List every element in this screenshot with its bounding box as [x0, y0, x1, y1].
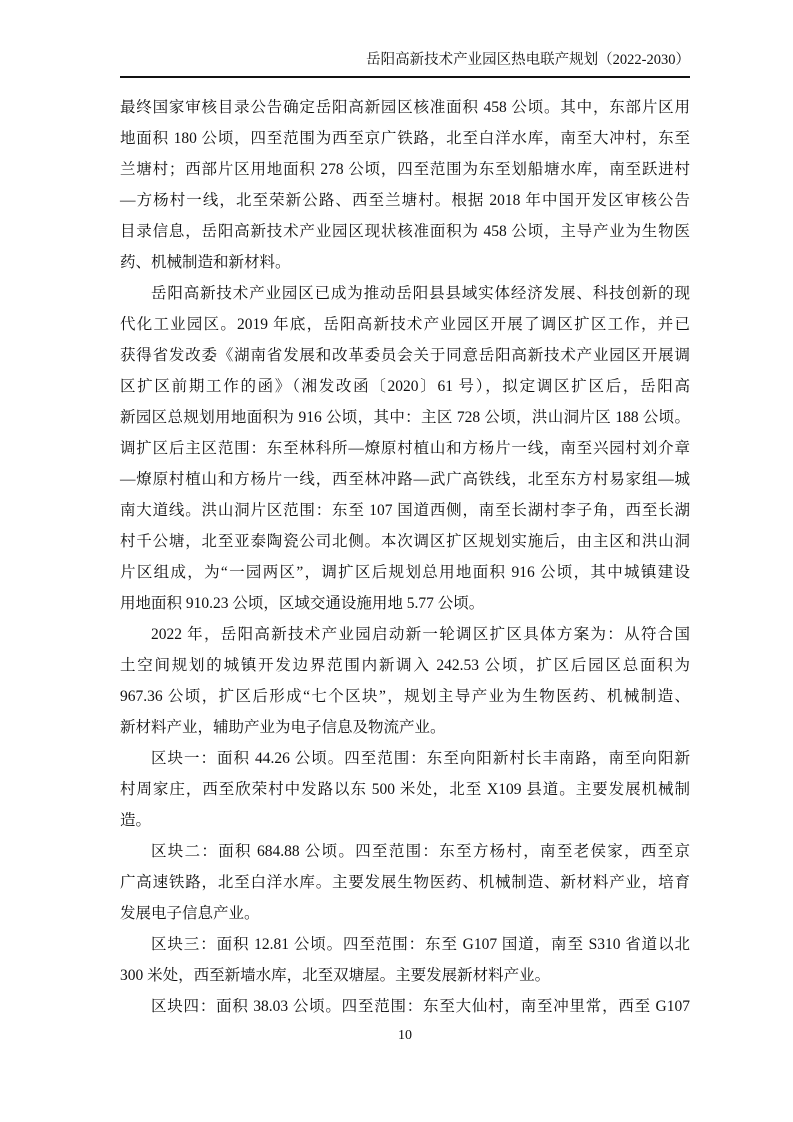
paragraph-line: 南大道线。洪山洞片区范围：东至 107 国道西侧，南至长湖村李子角，西至长湖 — [120, 502, 690, 519]
document-body — [120, 92, 690, 1022]
paragraph-line: 地面积 180 公顷，四至范围为西至京广铁路，北至白洋水库，南至大冲村，东至 — [120, 130, 690, 147]
paragraph-line: 广高速铁路，北至白洋水库。主要发展生物医药、机械制造、新材料产业，培育 — [120, 874, 690, 891]
page-number: 10 — [398, 1028, 412, 1043]
paragraph-line: —燎原村植山和方杨片一线，西至林冲路—武广高铁线，北至东方村易家组—城 — [120, 471, 690, 488]
paragraph-line: 发展电子信息产业。 — [120, 905, 260, 922]
paragraph-line: 获得省发改委《湖南省发展和改革委员会关于同意岳阳高新技术产业园区开展调 — [120, 347, 690, 364]
page-header — [120, 50, 690, 78]
paragraph-line: 2022 年，岳阳高新技术产业园启动新一轮调区扩区具体方案为：从符合国 — [151, 626, 690, 643]
paragraph-line: 岳阳高新技术产业园区已成为推动岳阳县县域实体经济发展、科技创新的现 — [151, 285, 690, 302]
paragraph-line: 区块三：面积 12.81 公顷。四至范围：东至 G107 国道，南至 S310 省道以北 — [151, 936, 690, 953]
paragraph-line: 目录信息，岳阳高新技术产业园区现状核准面积为 458 公顷，主导产业为生物医 — [120, 223, 690, 240]
paragraph-line: 300 米处，西至新墙水库，北至双塘屋。主要发展新材料产业。 — [120, 967, 551, 984]
paragraph-line: 药、机械制造和新材料。 — [120, 254, 291, 271]
paragraph-line: 区块四：面积 38.03 公顷。四至范围：东至大仙村，南至冲里常，西至 G107 — [151, 998, 690, 1015]
paragraph-line: 村千公塘，北至亚泰陶瓷公司北侧。本次调区扩区规划实施后，由主区和洪山洞 — [120, 533, 690, 550]
paragraph-line: —方杨村一线，北至荣新公路、西至兰塘村。根据 2018 年中国开发区审核公告 — [120, 192, 690, 209]
paragraph-line: 新园区总规划用地面积为 916 公顷，其中：主区 728 公顷，洪山洞片区 188 公顷。 — [120, 409, 690, 426]
paragraph-line: 兰塘村；西部片区用地面积 278 公顷，四至范围为东至划船塘水库，南至跃进村 — [120, 161, 690, 178]
paragraph-line: 造。 — [120, 812, 152, 829]
paragraph-line: 用地面积 910.23 公顷，区域交通设施用地 5.77 公顷。 — [120, 595, 485, 612]
paragraph-line: 区扩区前期工作的函》（湘发改函〔2020〕61 号），拟定调区扩区后，岳阳高 — [120, 378, 690, 395]
paragraph-line: 土空间规划的城镇开发边界范围内新调入 242.53 公顷，扩区后园区总面积为 — [120, 657, 690, 674]
paragraph-line: 最终国家审核目录公告确定岳阳高新园区核准面积 458 公顷。其中，东部片区用 — [120, 99, 690, 116]
header-title: 岳阳高新技术产业园区热电联产规划（2022-2030） — [366, 52, 690, 68]
paragraph-line: 村周家庄，西至欣荣村中发路以东 500 米处，北至 X109 县道。主要发展机械制 — [120, 781, 690, 798]
paragraph-line: 代化工业园区。2019 年底，岳阳高新技术产业园区开展了调区扩区工作，并已 — [120, 316, 690, 333]
paragraph-line: 区块一：面积 44.26 公顷。四至范围：东至向阳新村长丰南路，南至向阳新 — [151, 750, 690, 767]
paragraph-line: 967.36 公顷，扩区后形成“七个区块”，规划主导产业为生物医药、机械制造、 — [120, 688, 690, 705]
paragraph-line: 区块二：面积 684.88 公顷。四至范围：东至方杨村，南至老侯家，西至京 — [151, 843, 690, 860]
paragraph-line: 调扩区后主区范围：东至林科所—燎原村植山和方杨片一线，南至兴园村刘介章 — [120, 440, 690, 457]
paragraph-line: 新材料产业，辅助产业为电子信息及物流产业。 — [120, 719, 446, 736]
page-footer — [120, 1026, 690, 1046]
paragraph-line: 片区组成，为“一园两区”，调扩区后规划总用地面积 916 公顷，其中城镇建设 — [120, 564, 690, 581]
